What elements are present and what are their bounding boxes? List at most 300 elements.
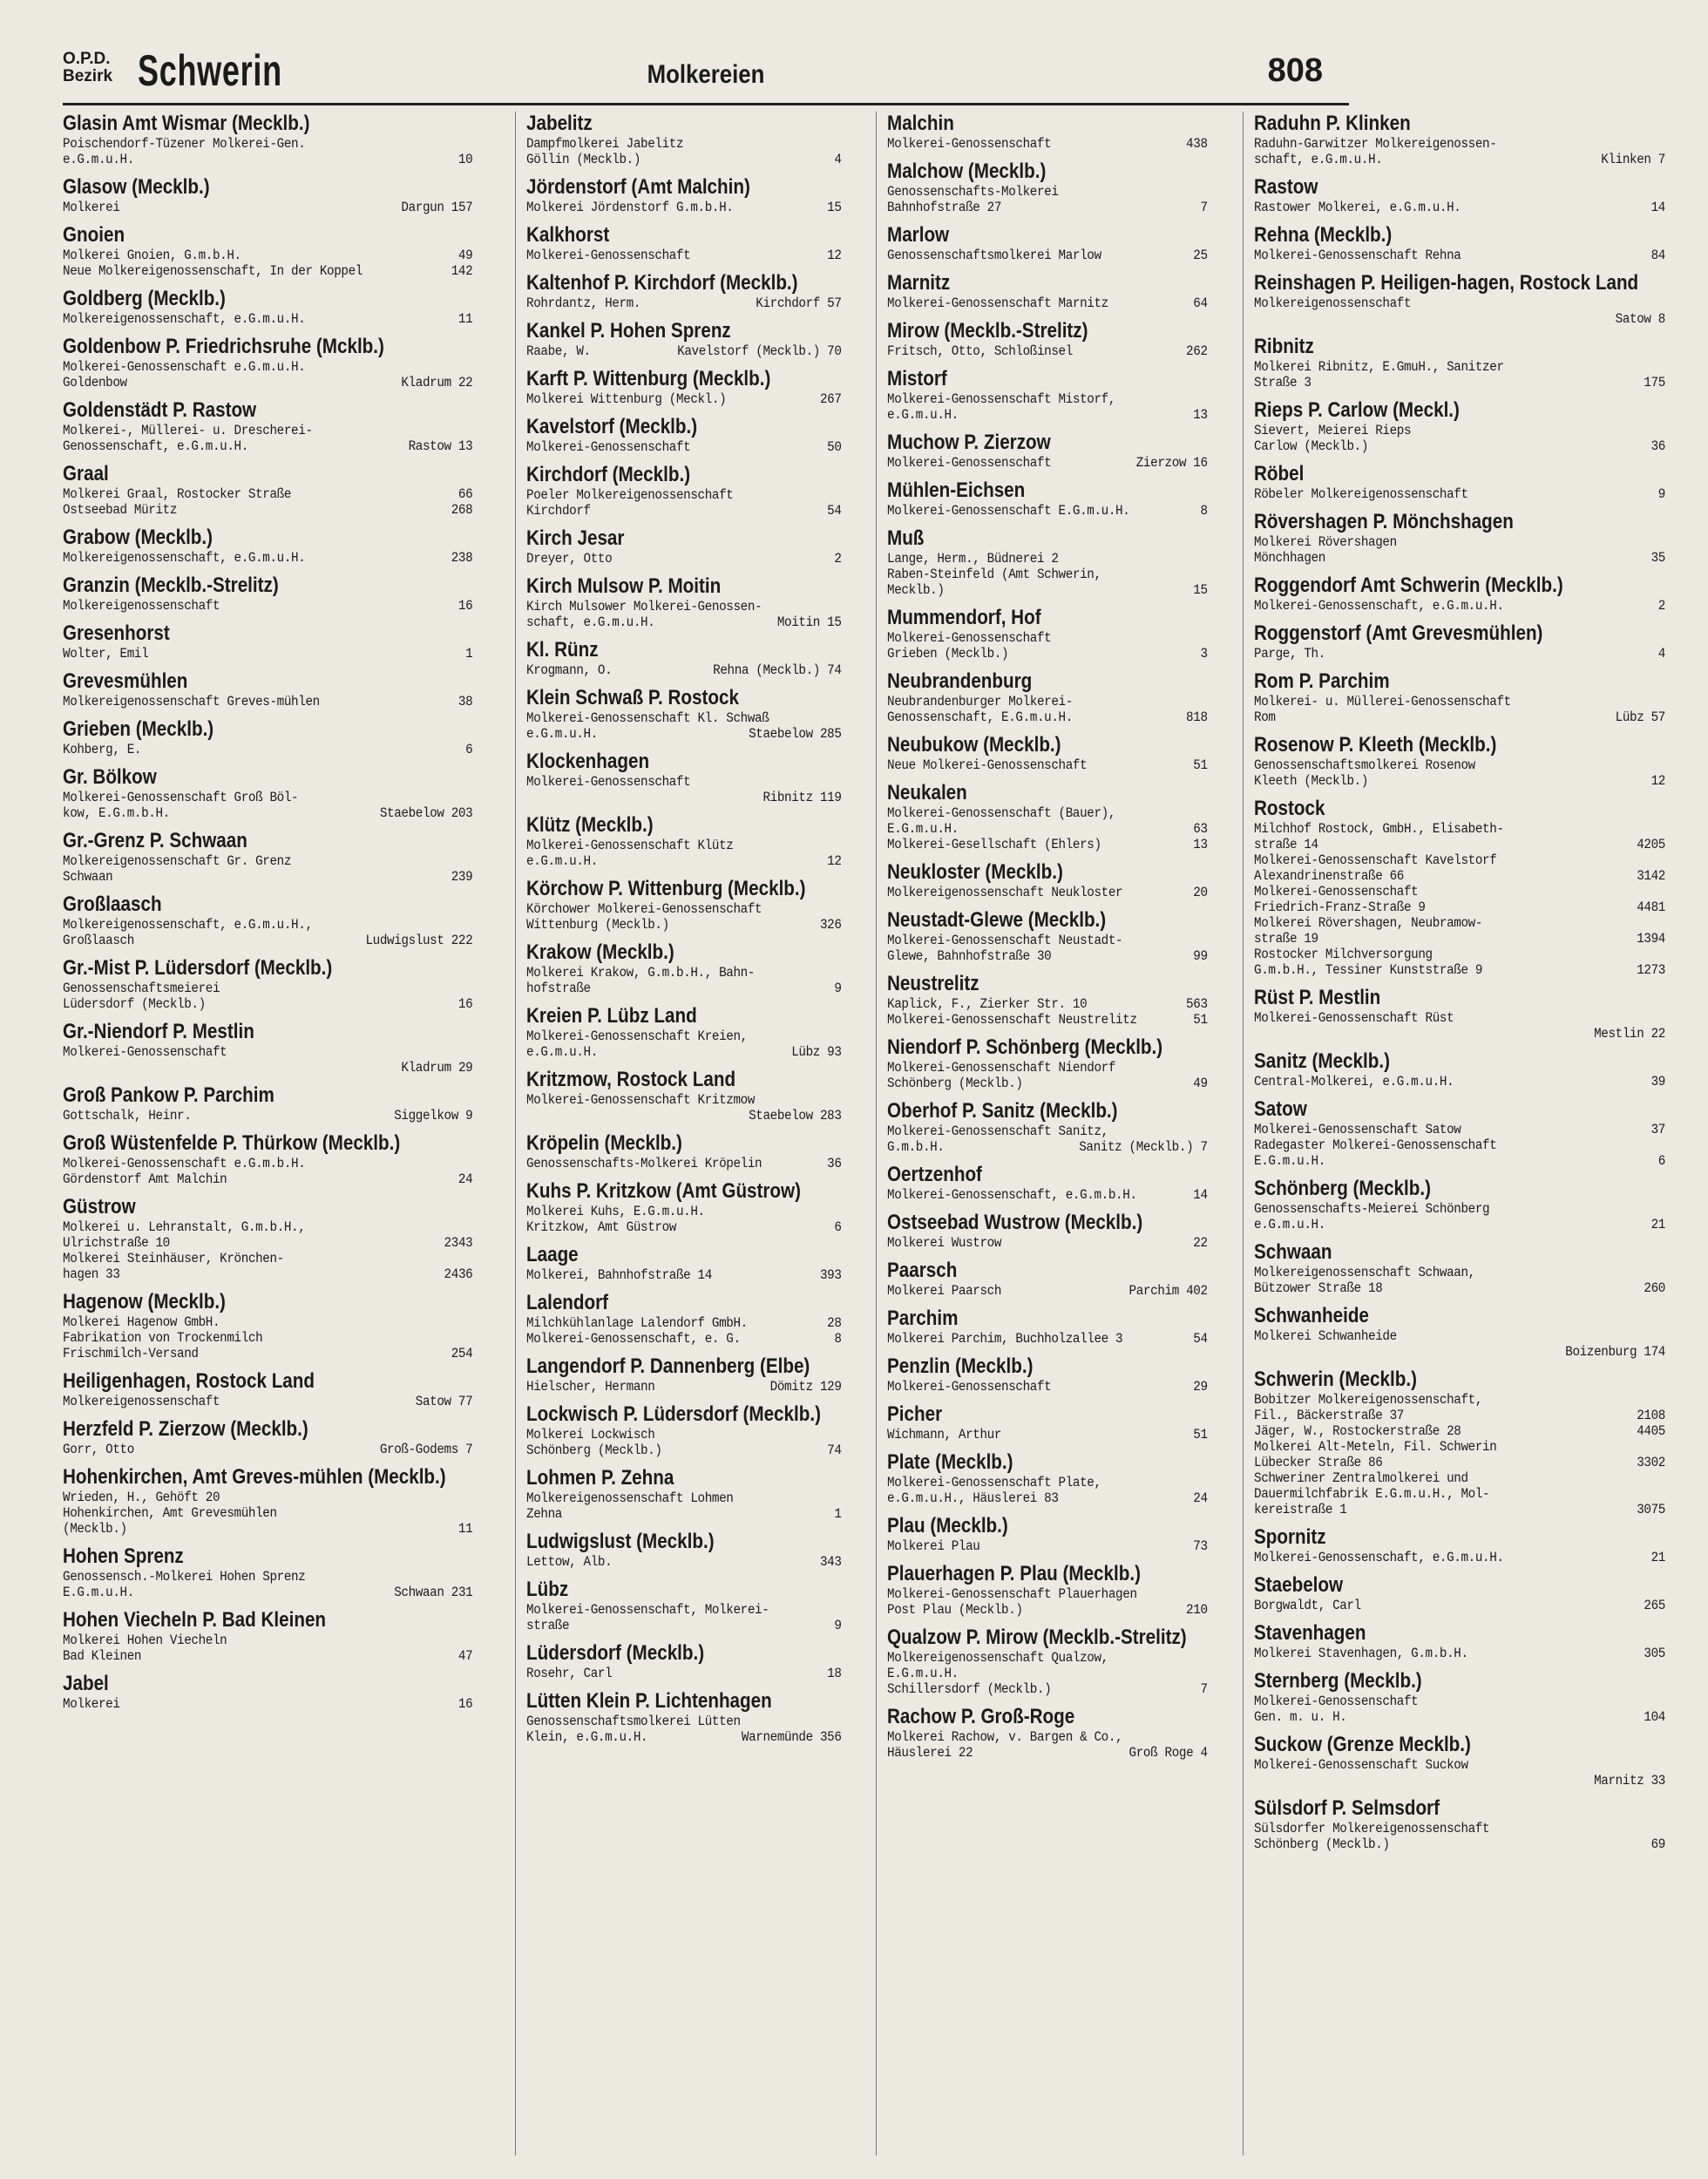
directory-entry: [887, 606, 1236, 662]
directory-entry: [63, 462, 508, 518]
listing-text: Sievert, Meierei Rieps: [1253, 423, 1411, 438]
phone-number: 64: [1193, 295, 1208, 311]
phone-number: [1660, 1470, 1665, 1486]
phone-number: [468, 1044, 473, 1060]
listing-text: Schönberg (Mecklb.): [887, 1076, 1023, 1091]
listing-text: Molkerei Plau: [887, 1538, 980, 1554]
listing-line: [887, 1681, 1208, 1697]
place-name: Hohen Viecheln P. Bad Kleinen: [63, 1608, 327, 1632]
directory-entry: [1254, 223, 1701, 263]
listing-text: Rosehr, Carl: [526, 1666, 613, 1681]
phone-number: 20: [1193, 885, 1208, 900]
phone-number: 24: [1193, 1490, 1208, 1506]
place-name: Körchow P. Wittenburg (Mecklb.): [526, 877, 806, 900]
listing-text: Molkerei-Genossenschaft, e.G.m.b.H.: [887, 1187, 1137, 1203]
phone-number: 63: [1193, 821, 1208, 837]
listing-line: [526, 901, 842, 917]
listing-text: Molkerei-Genossenschaft Marnitz: [887, 295, 1109, 311]
listing-line: [887, 136, 1208, 152]
phone-number: 14: [1650, 200, 1665, 215]
phone-number: 175: [1644, 375, 1665, 390]
directory-entry: [1254, 271, 1701, 327]
listing-line: [887, 1490, 1208, 1506]
place-name: Oberhof P. Sanitz (Mecklb.): [887, 1099, 1118, 1123]
place-name: Schwanheide: [1253, 1304, 1369, 1327]
listing-line: [526, 1602, 842, 1618]
listing-text: Molkereigenossenschaft Qualzow,: [887, 1650, 1109, 1666]
listing-text: Molkerei-Genossenschaft: [1253, 1694, 1419, 1709]
listing-line: [63, 311, 472, 327]
phone-number: [1660, 1010, 1665, 1026]
place-name: Lalendorf: [526, 1291, 609, 1314]
listing-text: Molkerei-Genossenschaft Kl. Schwaß: [526, 710, 769, 726]
listing-line: [1254, 1328, 1665, 1344]
phone-number: [837, 965, 842, 981]
place-name: Raduhn P. Klinken: [1253, 112, 1411, 135]
directory-entry: [526, 1578, 869, 1633]
listing-text: Wolter, Emil: [63, 646, 149, 662]
directory-entry: [1254, 112, 1701, 167]
listing-text: Molkereigenossenschaft Neukloster: [887, 885, 1123, 900]
place-name: Oertzenhof: [887, 1163, 983, 1186]
phone-number: [468, 1490, 473, 1505]
listing-line: [526, 295, 842, 311]
directory-entry: [526, 1354, 869, 1395]
phone-number: [468, 1156, 473, 1171]
listing-text: Genossenschaftsmeierei: [63, 981, 220, 996]
phone-number: [1660, 947, 1665, 962]
phone-number: [837, 710, 842, 726]
listing-text: Genossenschaftsmolkerei Rosenow: [1253, 757, 1475, 773]
place-name: Plauerhagen P. Plau (Mecklb.): [887, 1562, 1142, 1585]
listing-text: Raduhn-Garwitzer Molkereigenossen-: [1253, 136, 1497, 152]
place-name: Ostseebad Wustrow (Mecklb.): [887, 1211, 1143, 1234]
listing-text: Milchhof Rostock, GmbH., Elisabeth-: [1253, 821, 1504, 837]
directory-entry: [1254, 175, 1701, 215]
phone-number: Warnemünde 356: [742, 1729, 842, 1745]
phone-number: 210: [1186, 1602, 1208, 1618]
listing-line: [887, 1666, 1208, 1681]
listing-text: Molkereigenossenschaft: [63, 1394, 220, 1409]
directory-entry: [1254, 1573, 1701, 1613]
listing-text: Molkerei-Genossenschaft Suckow: [1253, 1757, 1468, 1773]
listing-text: Bützower Straße 18: [1253, 1280, 1383, 1296]
listing-text: Molkerei-Genossenschaft Plate,: [887, 1475, 1101, 1490]
listing-text: Molkerei-Genossenschaft: [526, 248, 691, 263]
phone-number: 260: [1644, 1280, 1665, 1296]
phone-number: [1660, 821, 1665, 837]
listing-line: [526, 917, 842, 933]
directory-entry: [526, 813, 869, 869]
phone-number: 563: [1186, 996, 1208, 1012]
listing-line: [526, 503, 842, 519]
listing-text: Molkereigenossenschaft Schwaan,: [1253, 1265, 1475, 1280]
listing-line: [887, 646, 1208, 662]
listing-text: Molkerei Paarsch: [887, 1283, 1002, 1299]
phone-number: [1203, 630, 1208, 646]
directory-entry: [526, 638, 869, 678]
listing-line: [1254, 248, 1665, 263]
place-name: Rövershagen P. Mönchshagen: [1253, 510, 1514, 533]
district-city: Schwerin: [138, 46, 282, 95]
directory-entry: [63, 1544, 508, 1600]
listing-text: Molkerei Graal, Rostocker Straße: [63, 486, 292, 502]
listing-text: Molkerei Wustrow: [887, 1235, 1002, 1251]
listing-text: Molkerei-Genossenschaft: [887, 136, 1052, 152]
listing-line: [63, 1330, 472, 1346]
place-name: Röbel: [1253, 462, 1305, 485]
listing-line: [1254, 1773, 1665, 1789]
place-name: Muß: [887, 526, 925, 550]
listing-line: [1254, 550, 1665, 566]
phone-number: 8: [834, 1331, 842, 1347]
directory-entry: [1254, 1049, 1701, 1090]
listing-text: Molkereigenossenschaft, e.G.m.u.H.: [63, 311, 306, 327]
phone-number: 2: [834, 551, 842, 567]
listing-text: Molkerei-Genossenschaft, e.G.m.u.H.: [1253, 598, 1504, 614]
listing-text: Zehna: [526, 1506, 563, 1522]
listing-line: [526, 1442, 842, 1458]
place-name: Reinshagen P. Heiligen-hagen, Rostock Land: [1253, 271, 1638, 295]
directory-entry: [887, 1514, 1236, 1554]
place-name: Rieps P. Carlow (Meckl.): [1253, 398, 1460, 422]
listing-line: [63, 502, 472, 518]
directory-entry: [1254, 1733, 1701, 1789]
phone-number: 24: [458, 1171, 473, 1187]
directory-entry: [887, 860, 1236, 900]
directory-entry: [63, 574, 508, 614]
listing-text: Molkereigenossenschaft: [1253, 295, 1411, 311]
phone-number: 84: [1650, 248, 1665, 263]
listing-line: [526, 1618, 842, 1633]
place-name: Groß Pankow P. Parchim: [63, 1083, 274, 1107]
listing-text: Molkereigenossenschaft: [63, 598, 220, 614]
listing-line: [63, 1235, 472, 1251]
directory-entry: [526, 750, 869, 805]
listing-text: Molkerei-Genossenschaft: [887, 1379, 1052, 1395]
phone-number: [1660, 1265, 1665, 1280]
phone-number: 7: [1200, 1681, 1208, 1697]
directory-entry: [63, 956, 508, 1012]
listing-line: [887, 1123, 1208, 1139]
phone-number: [1203, 1650, 1208, 1666]
listing-text: Schweriner Zentralmolkerei und: [1253, 1470, 1468, 1486]
phone-number: [1660, 1486, 1665, 1502]
place-name: Kaltenhof P. Kirchdorf (Mecklb.): [526, 271, 798, 295]
phone-number: Lübz 57: [1615, 709, 1665, 725]
listing-line: [63, 1171, 472, 1187]
directory-entry: [1254, 797, 1701, 978]
listing-text: Schönberg (Mecklb.): [1253, 1836, 1390, 1852]
place-name: Satow: [1253, 1097, 1307, 1121]
phone-number: Marnitz 33: [1593, 1773, 1665, 1789]
directory-entry: [1254, 1304, 1701, 1360]
phone-number: 49: [458, 248, 473, 263]
place-name: Mirow (Mecklb.-Strelitz): [887, 319, 1088, 343]
listing-text: Molkerei Steinhäuser, Krönchen-: [63, 1251, 284, 1266]
listing-line: [887, 709, 1208, 725]
listing-line: [1254, 947, 1665, 962]
place-name: Klütz (Mecklb.): [526, 813, 654, 837]
listing-line: [526, 662, 842, 678]
listing-line: [1254, 1408, 1665, 1423]
listing-line: [63, 375, 472, 390]
phone-number: [1203, 391, 1208, 407]
phone-number: 6: [834, 1219, 842, 1235]
phone-number: 11: [458, 311, 473, 327]
listing-text: Genossenschaft, E.G.m.u.H.: [887, 709, 1074, 725]
place-name: Gr.-Niendorf P. Mestlin: [63, 1020, 254, 1043]
directory-entry: [887, 1035, 1236, 1091]
directory-entry: [1254, 1796, 1701, 1852]
listing-line: [526, 551, 842, 567]
phone-number: Staebelow 283: [749, 1108, 842, 1123]
directory-entry: [887, 223, 1236, 263]
listing-line: [1254, 598, 1665, 614]
listing-line: [1254, 1026, 1665, 1042]
phone-number: Siggelkow 9: [394, 1108, 473, 1123]
phone-number: [837, 487, 842, 503]
listing-text: Kritzkow, Amt Güstrow: [526, 1219, 677, 1235]
listing-line: [887, 933, 1208, 948]
directory-entry: [63, 1195, 508, 1282]
listing-text: Fritsch, Otto, Schloßinsel: [887, 343, 1074, 359]
phone-number: Parchim 402: [1128, 1283, 1208, 1299]
listing-line: [887, 630, 1208, 646]
listing-text: straße 19: [1253, 931, 1318, 947]
listing-line: [887, 343, 1208, 359]
listing-text: Molkerei-Genossenschaft Mistorf,: [887, 391, 1116, 407]
listing-text: Molkerei Krakow, G.m.b.H., Bahn-: [526, 965, 756, 981]
directory-entry: [887, 431, 1236, 471]
place-name: Graal: [63, 462, 109, 485]
listing-text: Molkerei-Genossenschaft: [526, 774, 691, 790]
listing-text: Kaplick, F., Zierker Str. 10: [887, 996, 1088, 1012]
phone-number: Rastow 13: [408, 438, 473, 454]
phone-number: 54: [827, 503, 842, 519]
place-name: Neustrelitz: [887, 972, 979, 995]
listing-line: [63, 1442, 472, 1457]
listing-line: [887, 805, 1208, 821]
place-name: Kirch Mulsow P. Moitin: [526, 574, 722, 598]
directory-entry: [526, 1131, 869, 1171]
listing-line: [526, 1729, 842, 1745]
listing-text: Molkerei Schwanheide: [1253, 1328, 1397, 1344]
listing-line: [1254, 136, 1665, 152]
listing-line: [887, 948, 1208, 964]
listing-text: Kohberg, E.: [63, 742, 142, 757]
listing-line: [63, 1505, 472, 1521]
listing-text: Jäger, W., Rostockerstraße 28: [1253, 1423, 1461, 1439]
listing-text: Hielscher, Hermann: [526, 1379, 655, 1395]
phone-number: 3302: [1637, 1455, 1665, 1470]
listing-text: Glewe, Bahnhofstraße 30: [887, 948, 1052, 964]
place-name: Kankel P. Hohen Sprenz: [526, 319, 731, 343]
listing-line: [1254, 486, 1665, 502]
listing-text: Genossenschaft, e.G.m.u.H.: [63, 438, 248, 454]
phone-number: Staebelow 203: [379, 805, 473, 821]
directory-entry: [1254, 1368, 1701, 1517]
listing-text: Wichmann, Arthur: [887, 1427, 1002, 1442]
phone-number: 28: [827, 1315, 842, 1331]
place-name: Hohen Sprenz: [63, 1544, 184, 1568]
phone-number: Mestlin 22: [1593, 1026, 1665, 1042]
phone-number: [837, 1204, 842, 1219]
listing-line: [526, 200, 842, 215]
listing-text: Molkerei Ribnitz, E.GmuH., Sanitzer: [1253, 359, 1504, 375]
directory-entry: [887, 1259, 1236, 1299]
listing-line: [1254, 1122, 1665, 1137]
listing-text: e.G.m.u.H.: [526, 726, 599, 742]
phone-number: 69: [1650, 1836, 1665, 1852]
listing-text: Molkerei Rövershagen: [1253, 534, 1397, 550]
listing-text: Straße 3: [1253, 375, 1312, 390]
listing-line: [526, 1379, 842, 1395]
phone-number: 12: [827, 248, 842, 263]
listing-text: Bahnhofstraße 27: [887, 200, 1002, 215]
page-header: [63, 45, 1349, 103]
place-name: Qualzow P. Mirow (Mecklb.-Strelitz): [887, 1626, 1187, 1649]
listing-text: Raben-Steinfeld (Amt Schwerin,: [887, 567, 1101, 582]
place-name: Kavelstorf (Mecklb.): [526, 415, 698, 438]
directory-entry: [63, 1020, 508, 1076]
directory-entry: [526, 1179, 869, 1235]
phone-number: 262: [1186, 343, 1208, 359]
phone-number: 238: [451, 550, 473, 566]
phone-number: 36: [1650, 438, 1665, 454]
phone-number: [1660, 1821, 1665, 1836]
listing-text: Molkerei-Genossenschaft Rehna: [1253, 248, 1461, 263]
listing-text: Genossensch.-Molkerei Hohen Sprenz: [63, 1569, 306, 1585]
listing-line: [1254, 1217, 1665, 1232]
directory-entry: [526, 1243, 869, 1283]
place-name: Marlow: [887, 223, 950, 247]
phone-number: 11: [458, 1521, 473, 1537]
listing-line: [526, 790, 842, 805]
place-name: Rüst P. Mestlin: [1253, 986, 1381, 1009]
phone-number: 15: [827, 200, 842, 215]
listing-line: [1254, 375, 1665, 390]
listing-text: Ulrichstraße 10: [63, 1235, 170, 1251]
listing-text: Großlaasch: [63, 933, 134, 948]
listing-text: Rohrdantz, Herm.: [526, 295, 641, 311]
phone-number: 9: [834, 1618, 842, 1633]
listing-text: Molkerei-Genossenschaft Kreien,: [526, 1028, 749, 1044]
phone-number: 4481: [1637, 899, 1665, 915]
listing-text: Molkereigenossenschaft Greves-mühlen: [63, 694, 320, 709]
phone-number: [1660, 1137, 1665, 1153]
phone-number: [1203, 1666, 1208, 1681]
listing-text: Molkerei-Genossenschaft Rüst: [1253, 1010, 1454, 1026]
directory-entry: [63, 1290, 508, 1361]
listing-text: Molkerei Hohen Viecheln: [63, 1633, 227, 1648]
listing-text: Körchower Molkerei-Genossenschaft: [526, 901, 762, 917]
directory-entry: [1254, 574, 1701, 614]
listing-line: [1254, 773, 1665, 789]
listing-line: [63, 550, 472, 566]
listing-line: [1254, 1439, 1665, 1455]
listing-line: [887, 551, 1208, 567]
directory-entry: [887, 1211, 1236, 1251]
listing-text: Gen. m. u. H.: [1253, 1709, 1347, 1725]
place-name: Lütten Klein P. Lichtenhagen: [526, 1689, 772, 1713]
listing-line: [887, 1475, 1208, 1490]
listing-text: Wrieden, H., Gehöft 20: [63, 1490, 220, 1505]
listing-text: Fil., Bäckerstraße 37: [1253, 1408, 1404, 1423]
directory-entry: [887, 1402, 1236, 1442]
district-label: O.P.D. Bezirk: [63, 50, 113, 85]
listing-text: e.G.m.u.H.: [63, 152, 134, 167]
columns: [63, 112, 1665, 2155]
listing-text: Häuslerei 22: [887, 1745, 973, 1761]
phone-number: 254: [451, 1346, 473, 1361]
phone-number: [837, 1714, 842, 1729]
directory-entry: [526, 1466, 869, 1522]
phone-number: Sanitz (Mecklb.) 7: [1079, 1139, 1208, 1155]
listing-text: Molkerei-Genossenschaft: [1253, 884, 1419, 899]
place-name: Granzin (Mecklb.-Strelitz): [63, 574, 279, 597]
phone-number: 4: [834, 152, 842, 167]
phone-number: [468, 423, 473, 438]
listing-line: [887, 1012, 1208, 1028]
listing-line: [887, 407, 1208, 423]
listing-line: [887, 184, 1208, 200]
listing-text: Klein, e.G.m.u.H.: [526, 1729, 648, 1745]
place-name: Neustadt-Glewe (Mecklb.): [887, 908, 1107, 932]
listing-line: [887, 1729, 1208, 1745]
listing-text: Molkerei Hagenow GmbH.: [63, 1314, 220, 1330]
listing-line: [526, 248, 842, 263]
directory-entry: [887, 1307, 1236, 1347]
listing-text: (Mecklb.): [63, 1521, 127, 1537]
listing-text: Molkerei-Genossenschaft, Molkerei-: [526, 1602, 769, 1618]
phone-number: [837, 1427, 842, 1442]
listing-line: [526, 1666, 842, 1681]
listing-text: Molkerei Stavenhagen, G.m.b.H.: [1253, 1646, 1468, 1661]
place-name: Kröpelin (Mecklb.): [526, 1131, 683, 1155]
listing-text: Molkerei-Genossenschaft Satow: [1253, 1122, 1461, 1137]
directory-entry: [63, 287, 508, 327]
directory-entry: [887, 319, 1236, 359]
phone-number: [468, 790, 473, 805]
listing-line: [887, 1139, 1208, 1155]
listing-text: Neue Molkerei-Genossenschaft: [887, 757, 1088, 773]
listing-line: [1254, 359, 1665, 375]
place-name: Gnoien: [63, 223, 125, 247]
place-name: Roggendorf Amt Schwerin (Mecklb.): [1253, 574, 1563, 597]
directory-entry: [526, 463, 869, 519]
phone-number: 66: [458, 486, 473, 502]
phone-number: 9: [1657, 486, 1665, 502]
listing-text: Grieben (Mecklb.): [887, 646, 1009, 662]
listing-text: Molkerei u. Lehranstalt, G.m.b.H.,: [63, 1219, 306, 1235]
listing-text: schaft, e.G.m.u.H.: [526, 614, 655, 630]
phone-number: 12: [1650, 773, 1665, 789]
directory-entry: [1254, 510, 1701, 566]
place-name: Roggenstorf (Amt Grevesmühlen): [1253, 621, 1543, 645]
phone-number: [468, 981, 473, 996]
directory-entry: [63, 1672, 508, 1712]
phone-number: [1203, 1123, 1208, 1139]
listing-text: Borgwaldt, Carl: [1253, 1598, 1361, 1613]
listing-text: Molkerei- u. Müllerei-Genossenschaft: [1253, 694, 1511, 709]
listing-text: Molkerei-Genossenschaft: [63, 1044, 227, 1060]
listing-text: Göllin (Mecklb.): [526, 152, 641, 167]
place-name: Kl. Rünz: [526, 638, 599, 662]
phone-number: 1: [834, 1506, 842, 1522]
directory-entry: [526, 1291, 869, 1347]
place-name: Goldberg (Mecklb.): [63, 287, 226, 310]
